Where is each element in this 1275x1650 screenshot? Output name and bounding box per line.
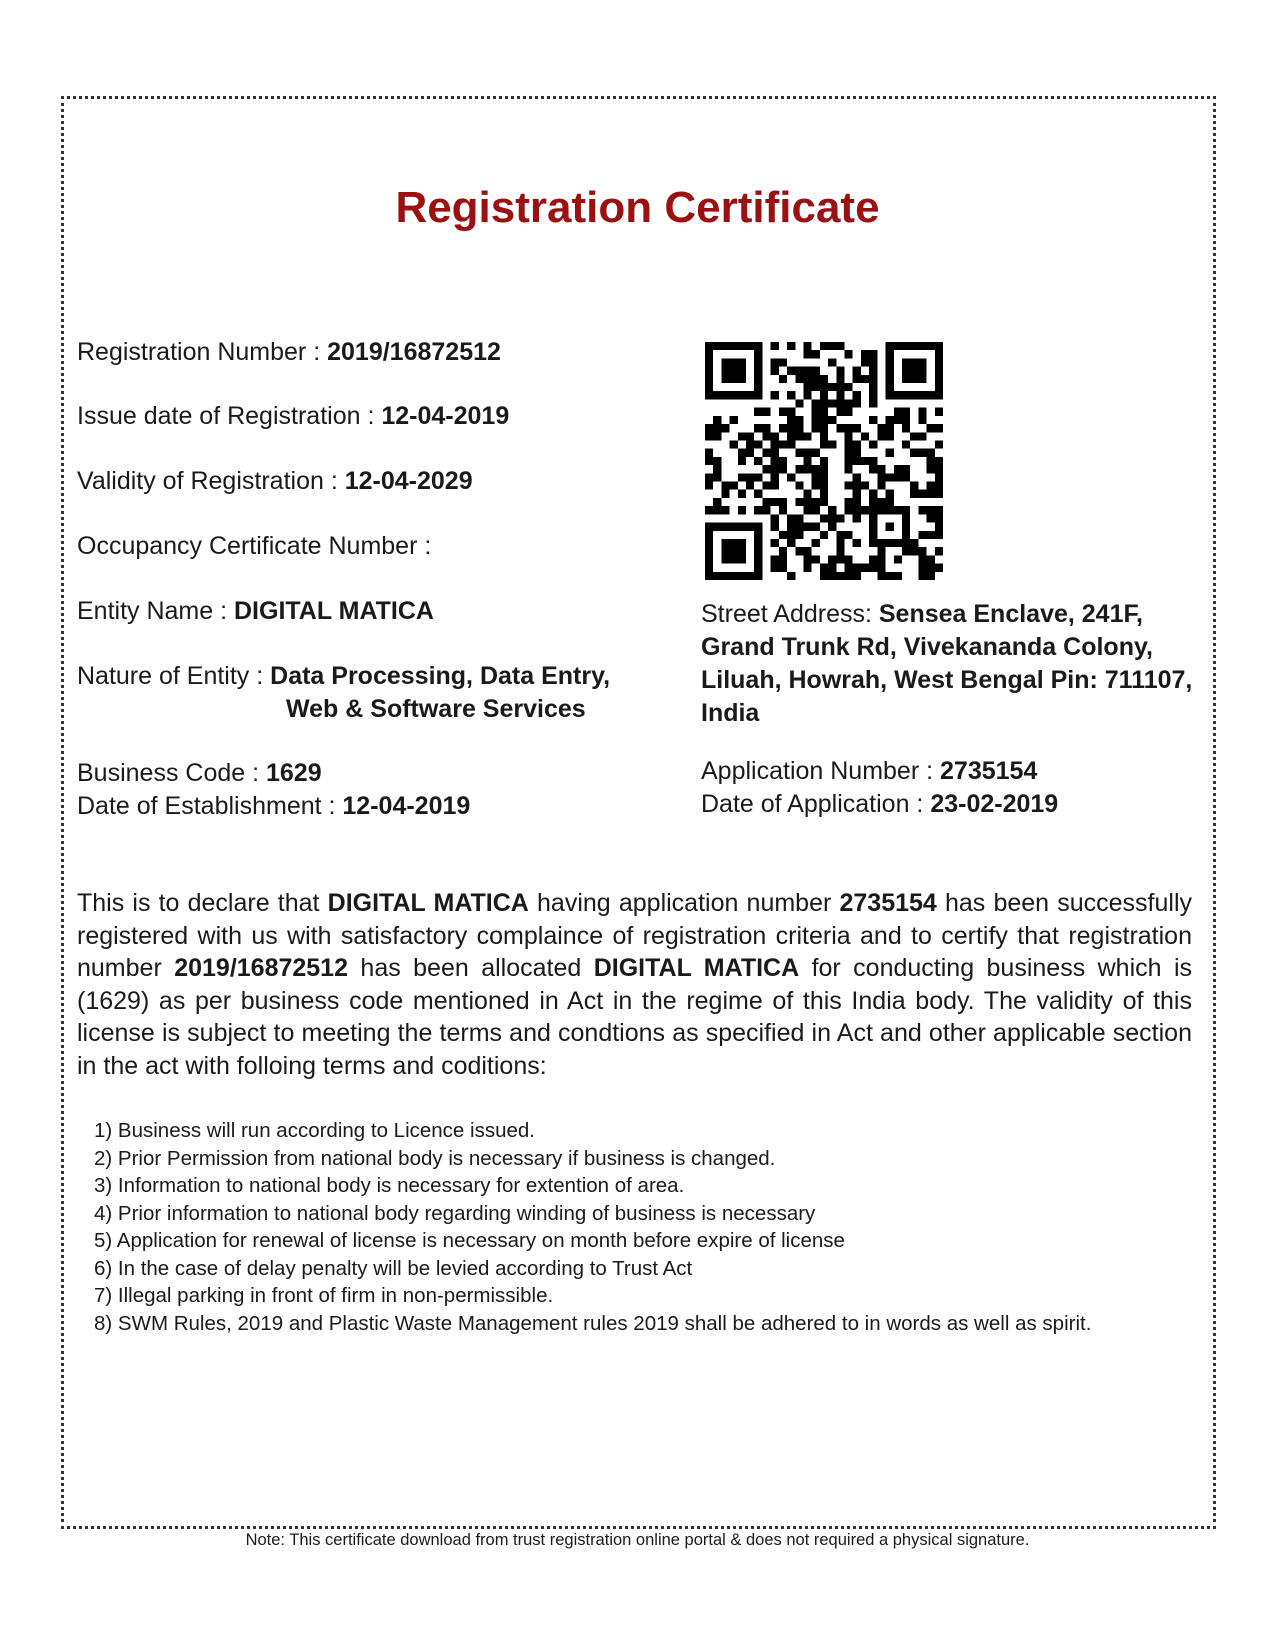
- term-item: 7) Illegal parking in front of firm in non-permissible.: [94, 1284, 554, 1307]
- term-item: 5) Application for renewal of license is necessary on month before expire of license: [94, 1229, 845, 1252]
- nature-of-entity-field: [77, 660, 610, 692]
- date-of-establishment-value: 12-04-2019: [342, 792, 471, 820]
- term-item: 1) Business will run according to Licence issued.: [94, 1119, 535, 1142]
- declaration-registration-number: 2019/16872512: [174, 954, 348, 983]
- date-of-establishment-field: [77, 790, 470, 822]
- validity-field: [77, 465, 473, 497]
- date-of-application-label: Date of Application :: [701, 790, 931, 818]
- registration-number-field: [77, 336, 501, 368]
- issue-date-field: [77, 400, 509, 432]
- declaration-text-4: has been allocated: [348, 954, 594, 983]
- business-code-value: 1629: [266, 759, 322, 787]
- declaration-text-1: This is to declare that: [77, 889, 328, 917]
- declaration-text-2: having application number: [528, 889, 840, 917]
- application-number-field: [701, 755, 1037, 787]
- application-number-value: 2735154: [940, 757, 1038, 785]
- declaration-application-number: 2735154: [839, 889, 937, 917]
- occupancy-label: Occupancy Certificate Number :: [77, 532, 432, 560]
- registration-number-label: Registration Number :: [77, 338, 328, 366]
- term-item: 8) SWM Rules, 2019 and Plastic Waste Management rules 2019 shall be adhered to in words as well as spirit.: [94, 1311, 1092, 1335]
- nature-of-entity-label: Nature of Entity :: [77, 662, 271, 690]
- declaration-text-5: for conducting business which is (1629) as per business code mentioned in Act in the regime of this India body. The validity of this license is subject to meeting the terms and condtions as specified in Act and other applicable section in the act with folloing terms and coditions:: [77, 954, 1193, 1080]
- issue-date-label: Issue date of Registration :: [77, 402, 382, 430]
- issue-date-value: 12-04-2019: [381, 402, 510, 430]
- term-item: 3) Information to national body is necessary for extention of area.: [94, 1174, 685, 1197]
- occupancy-field: [77, 530, 431, 562]
- business-code-label: Business Code :: [77, 759, 266, 787]
- term-item: 2) Prior Permission from national body is necessary if business is changed.: [94, 1146, 776, 1170]
- street-address-label: Street Address:: [701, 600, 879, 628]
- validity-label: Validity of Registration :: [77, 467, 345, 495]
- entity-name-label: Entity Name :: [77, 597, 234, 625]
- term-item: 4) Prior information to national body regarding winding of business is necessary: [94, 1201, 816, 1225]
- term-item: 6) In the case of delay penalty will be levied according to Trust Act: [94, 1256, 693, 1280]
- nature-of-entity-value-line1: Data Processing, Data Entry,: [270, 662, 611, 690]
- date-of-application-field: [701, 788, 1058, 820]
- nature-of-entity-value-line2: Web & Software Services: [286, 695, 586, 723]
- qr-code-image: [705, 342, 943, 580]
- street-address-value: Sensea Enclave, 241F, Grand Trunk Rd, Vivekananda Colony, Liluah, Howrah, West Bengal Pin: 711107, India: [701, 600, 1193, 727]
- declaration-entity-name: DIGITAL MATICA: [327, 889, 529, 917]
- terms-list: [94, 1117, 1094, 1337]
- declaration-entity-name-2: DIGITAL MATICA: [593, 954, 800, 983]
- business-code-field: [77, 757, 322, 789]
- date-of-application-value: 23-02-2019: [930, 790, 1059, 818]
- certificate-title: Registration Certificate: [395, 183, 880, 232]
- registration-number-value: 2019/16872512: [327, 338, 501, 366]
- application-number-label: Application Number :: [701, 757, 941, 785]
- declaration-text-3: has been successfully registered with us with satisfactory complaince of registration criteria and to certify that registration number: [77, 889, 1192, 983]
- footer-note: Note: This certificate download from trust registration online portal & does not required a physical signature.: [245, 1531, 1030, 1549]
- entity-name-field: [77, 595, 434, 627]
- entity-name-value: DIGITAL MATICA: [234, 597, 434, 625]
- declaration-paragraph: [77, 887, 1192, 1083]
- date-of-establishment-label: Date of Establishment :: [77, 792, 343, 820]
- validity-value: 12-04-2029: [344, 467, 473, 495]
- street-address-field: [701, 598, 1201, 730]
